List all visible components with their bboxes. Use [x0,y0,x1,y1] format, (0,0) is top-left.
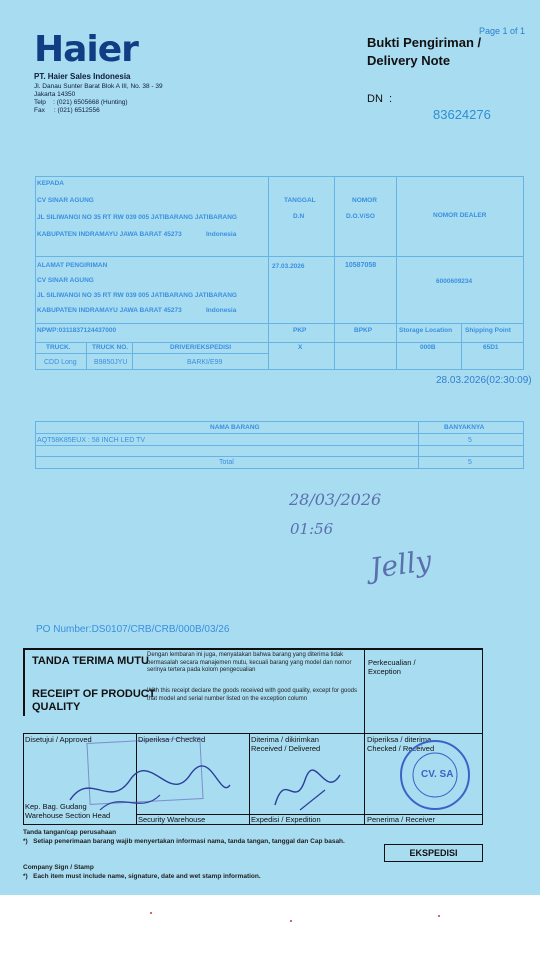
pkp-label: PKP [293,327,307,334]
item-name: AQT58K85EUX : 58 INCH LED TV [37,437,146,444]
receipt-text-id: Dengan lembaran ini juga, menyatakan bahwa barang yang diterima tidak bermasalah secara manajemen mutu, kecuali barang yang model dan nomor serinya tertera pada kolom pengecualian [147,652,352,673]
kepada-label: KEPADA [37,180,64,187]
total-value: 5 [468,459,472,466]
sig-receiver-label: Penerima / Receiver [367,815,435,824]
tanggal-sub: D.N [293,213,305,220]
receipt-title-id: TANDA TERIMA MUTU [32,655,149,667]
dn-number: 83624276 [433,107,491,122]
receipt-top-rule [23,648,483,650]
shipping-point-value: 65D1 [483,344,499,351]
truck-no-header: TRUCK NO. [92,344,129,351]
footer-note1: *) Setiap penerimaan barang wajib menyertakan informasi nama, tanda tangan, tanggal dan Cap basah. [23,838,345,845]
dealer-value: 6000609234 [436,278,473,285]
fax-line: Fax : (021) 6512556 [34,107,100,114]
haier-logo: Haier [34,29,138,70]
address-line: Jl. Danau Sunter Barat Blok A III, No. 38 - 39 [34,83,163,90]
total-label: Total [219,459,234,466]
doc-title-en: Delivery Note [367,53,451,68]
nomor-dealer-label: NOMOR DEALER [433,212,487,219]
handwritten-time: 01:56 [290,520,334,538]
shipping-point-label: Shipping Point [465,327,511,334]
bpkp-label: BPKP [354,327,373,334]
footer-note1-label: Tanda tangan/cap perusahaan [23,829,117,836]
nomor-value: 10587058 [345,262,377,269]
npwp: NPWP:0311837124437000 [37,327,117,334]
nomor-label: NOMOR [352,197,377,204]
kepada-address: KABUPATEN INDRAMAYU JAWA BARAT 45273 [37,231,182,238]
alamat-address: JL SILIWANGI NO 35 RT RW 039 005 JATIBARANG JATIBARANG [37,292,237,299]
kepada-name: CV SINAR AGUNG [37,197,94,204]
doc-title-id: Bukti Pengiriman / [367,35,482,50]
alamat-label: ALAMAT PENGIRIMAN [37,262,108,269]
storage-location-value: 000B [420,344,436,351]
alamat-country: Indonesia [206,307,237,314]
stamp-text: CV. SA [421,769,454,780]
address-line: Jakarta 14350 [34,91,76,98]
storage-location-label: Storage Location [399,327,453,334]
exception-label: Perkecualian / Exception [368,658,416,676]
signature-scribble [60,750,240,820]
item-qty: 5 [468,437,472,444]
sig-receiver-top-label: Diperiksa / diterima Checked / Received [367,735,435,753]
nomor-sub: D.O.V/SO [346,213,375,220]
kepada-country: Indonesia [206,231,237,238]
po-number: PO Number:DS0107/CRB/CRB/000B/03/26 [36,624,230,635]
doc-title [367,34,481,70]
col-nama-barang: NAMA BARANG [210,424,260,431]
sig-security-label: Security Warehouse [138,815,206,824]
sig-expedition-label: Expedisi / Expedition [251,815,321,824]
company-name: PT. Haier Sales Indonesia [34,72,131,81]
driver-header: DRIVER/EKSPEDISI [170,344,232,351]
recipient-table [35,176,524,370]
footer-note2-label: Company Sign / Stamp [23,864,94,871]
kepada-address: JL SILIWANGI NO 35 RT RW 039 005 JATIBARANG JATIBARANG [37,214,237,221]
tanggal-label: TANGGAL [284,197,316,204]
truck-value: CDD Long [44,359,77,366]
receipt-title-en: RECEIPT OF PRODUCT QUALITY [32,688,156,713]
footer-note2: *) Each item must include name, signature, date and wet stamp information. [23,873,261,880]
alamat-name: CV SINAR AGUNG [37,277,94,284]
copy-label-ekspedisi: EKSPEDISI [384,844,483,862]
sig-warehouse-head-label: Kep. Bag. Gudang Warehouse Section Head [25,802,111,820]
driver-value: BARKI/E99 [187,359,223,366]
handwritten-signature: Jelly [368,543,434,586]
dn-label: DN : [367,93,393,105]
pkp-value: X [298,344,303,351]
truck-no-value: B9850JYU [94,359,128,366]
receipt-text-en: With this receipt declare the goods received with good quality, except for goods that model and serial number listed on the exception column [147,688,358,702]
alamat-address: KABUPATEN INDRAMAYU JAWA BARAT 45273 [37,307,182,314]
sig-received-label: Diterima / dikirimkan Received / Delivered [251,735,321,753]
tanggal-value: 27.03.2026 [272,263,305,270]
printed-datetime: 28.03.2026(02:30:09) [436,375,532,386]
sig-approved-label: Disetujui / Approved [25,735,92,744]
col-banyaknya: BANYAKNYA [444,424,485,431]
truck-header: TRUCK. [46,344,71,351]
sig-checked-label: Diperiksa / Checked [138,735,206,744]
handwritten-date: 28/03/2026 [289,490,382,509]
phone-line: Telp : (021) 6505668 (Hunting) [34,99,128,106]
page-number: Page 1 of 1 [479,26,526,36]
expedition-signature [270,760,350,815]
